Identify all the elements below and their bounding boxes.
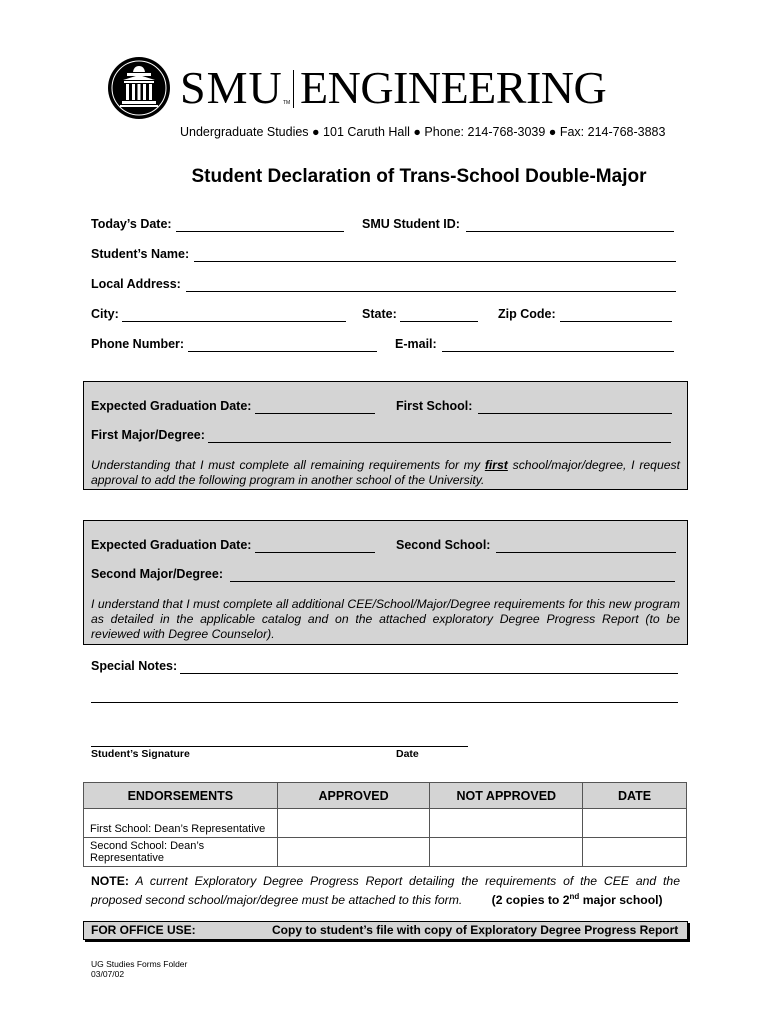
- date-header: DATE: [583, 783, 687, 809]
- second-major-label: Second Major/Degree:: [91, 567, 223, 581]
- signature-line[interactable]: [91, 746, 468, 747]
- not-approved-header: NOT APPROVED: [430, 783, 583, 809]
- special-notes-label: Special Notes:: [91, 659, 178, 673]
- first-grad-date-label: Expected Graduation Date:: [91, 399, 252, 413]
- brand-engineering: ENGINEERING: [300, 62, 607, 113]
- contact-line: Undergraduate Studies ● 101 Caruth Hall ● Phone: 214-768-3039 ● Fax: 214-768-3883: [180, 125, 666, 139]
- first-major-label: First Major/Degree:: [91, 428, 205, 442]
- smu-seal-logo: [107, 56, 171, 120]
- todays-date-field[interactable]: [176, 231, 344, 232]
- first-approved-cell[interactable]: [277, 809, 430, 838]
- state-label: State:: [362, 307, 397, 321]
- second-approved-cell[interactable]: [277, 838, 430, 867]
- brand-smu: SMU: [180, 62, 283, 113]
- city-field[interactable]: [122, 321, 346, 322]
- second-not-approved-cell[interactable]: [430, 838, 583, 867]
- zip-field[interactable]: [560, 321, 672, 322]
- brand-tm: TM: [283, 100, 291, 106]
- first-major-field[interactable]: [208, 442, 671, 443]
- second-school-field[interactable]: [496, 552, 676, 553]
- note-block: [91, 873, 680, 908]
- note-text: A current Exploratory Degree Progress Report detailing the requirements of the CEE and the proposed second school/major/degree must be attached to this form.: [91, 874, 680, 908]
- student-name-label: Student’s Name:: [91, 247, 190, 261]
- first-school-rep: First School: Dean’s Representative: [84, 809, 278, 838]
- zip-label: Zip Code:: [498, 307, 556, 321]
- special-notes-field-1[interactable]: [180, 673, 678, 674]
- first-emphasis: first: [484, 458, 508, 472]
- email-label: E-mail:: [395, 337, 437, 351]
- footer-folder: UG Studies Forms Folder: [91, 959, 188, 969]
- second-major-field[interactable]: [230, 581, 675, 582]
- page-title: Student Declaration of Trans-School Double-Major: [191, 166, 647, 187]
- student-id-field[interactable]: [466, 231, 674, 232]
- first-not-approved-cell[interactable]: [430, 809, 583, 838]
- local-address-field[interactable]: [186, 291, 676, 292]
- brand-divider: [293, 70, 294, 108]
- endorsements-header: ENDORSEMENTS: [84, 783, 278, 809]
- second-date-cell[interactable]: [583, 838, 687, 867]
- first-box-text-a: Understanding that I must complete all remaining requirements for my: [91, 458, 485, 472]
- phone-label: Phone Number:: [91, 337, 185, 351]
- student-id-label: SMU Student ID:: [362, 217, 460, 231]
- second-grad-date-field[interactable]: [255, 552, 375, 553]
- first-grad-date-field[interactable]: [255, 413, 375, 414]
- special-notes-field-2[interactable]: [91, 702, 678, 703]
- second-school-label: Second School:: [396, 538, 491, 552]
- office-use-label: FOR OFFICE USE:: [91, 923, 196, 937]
- state-field[interactable]: [400, 321, 478, 322]
- first-date-cell[interactable]: [583, 809, 687, 838]
- first-box-text-b: school/major/degree, I request approval to add the following program in another school of the University.: [91, 458, 680, 487]
- student-name-field[interactable]: [194, 261, 676, 262]
- footer-date: 03/07/02: [91, 969, 125, 979]
- endorsements-table: [83, 782, 687, 867]
- note-label: NOTE:: [91, 874, 129, 888]
- approved-header: APPROVED: [277, 783, 430, 809]
- second-box-statement: I understand that I must complete all additional CEE/School/Major/Degree requirements for this new program as detailed in the applicable catalog and on the attached exploratory Degree Progress Report (to be reviewed with Degree Counselor).: [91, 597, 680, 641]
- first-school-label: First School:: [396, 399, 473, 413]
- signature-label: Student’s Signature: [91, 748, 190, 760]
- office-use-text: Copy to student’s file with copy of Exploratory Degree Progress Report: [272, 923, 679, 937]
- first-school-field[interactable]: [478, 413, 672, 414]
- todays-date-label: Today’s Date:: [91, 217, 172, 231]
- email-field[interactable]: [442, 351, 674, 352]
- city-label: City:: [91, 307, 119, 321]
- second-grad-date-label: Expected Graduation Date:: [91, 538, 252, 552]
- first-box-statement: [91, 458, 680, 488]
- second-school-rep: Second School: Dean’s Representative: [84, 838, 278, 867]
- local-address-label: Local Address:: [91, 277, 181, 291]
- phone-field[interactable]: [188, 351, 377, 352]
- signature-date-label: Date: [396, 748, 419, 760]
- note-copies: (2 copies to 2nd major school): [491, 892, 663, 908]
